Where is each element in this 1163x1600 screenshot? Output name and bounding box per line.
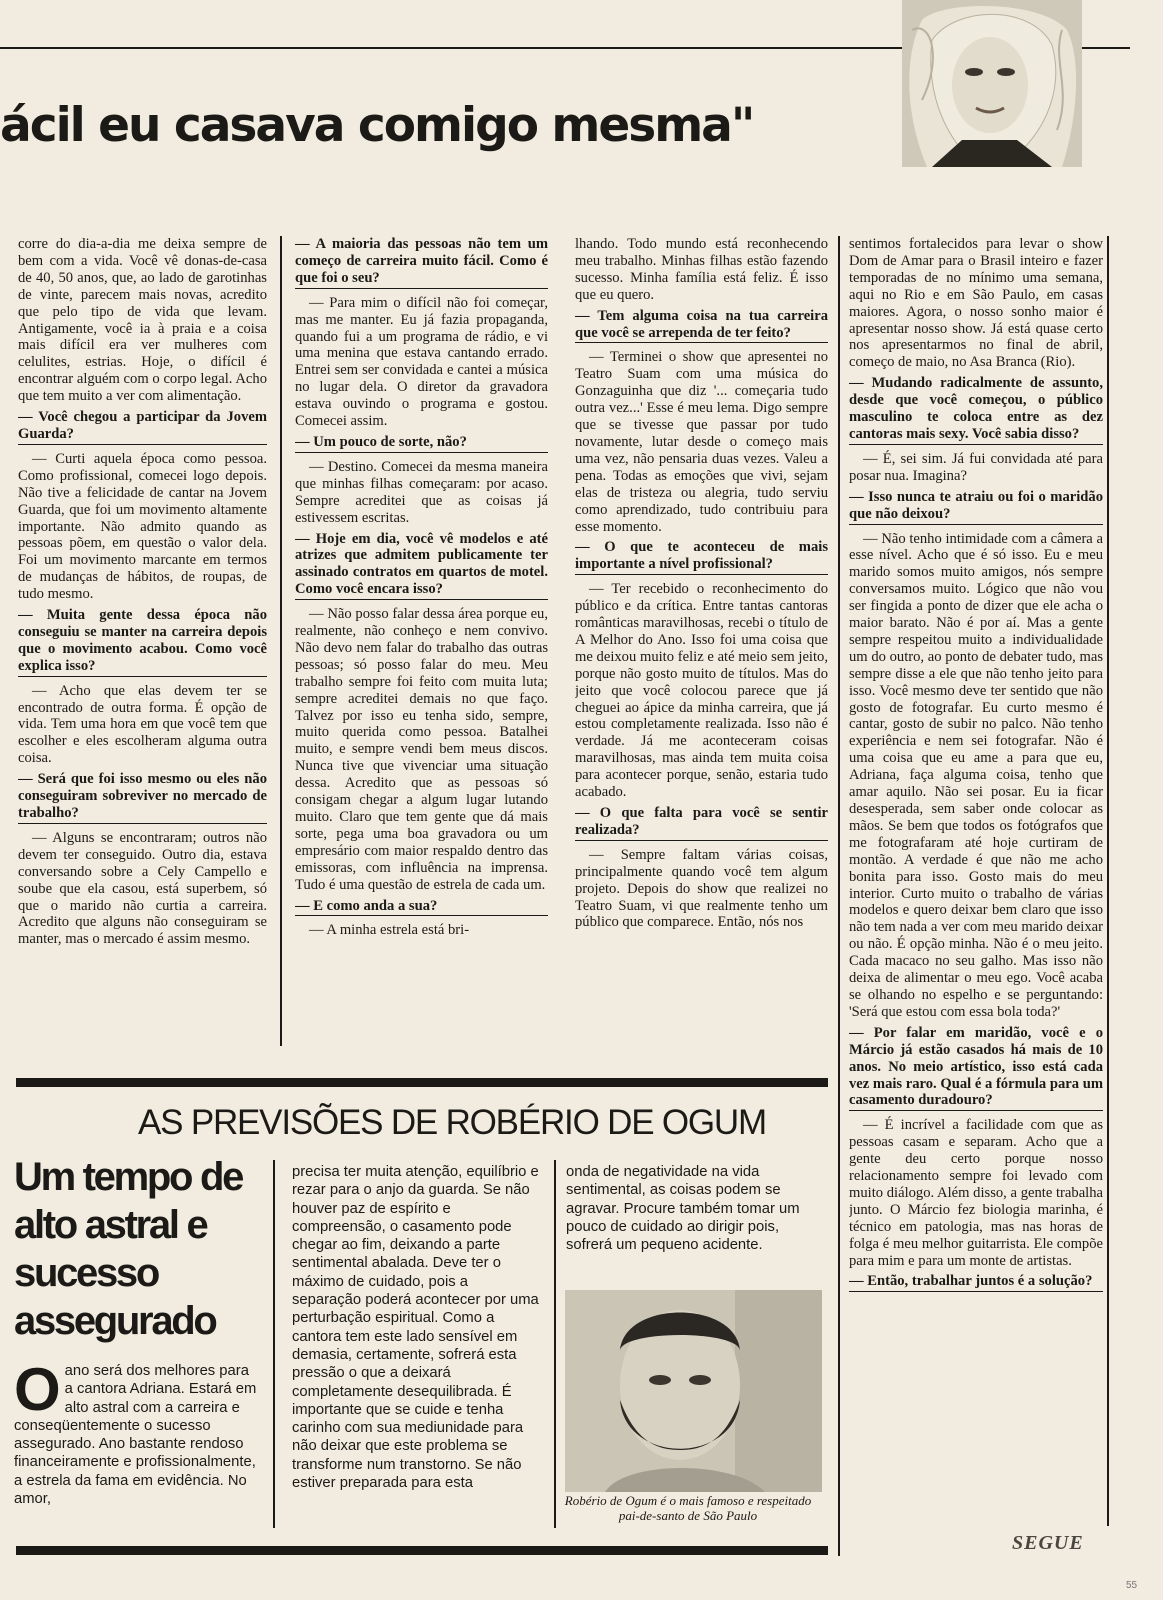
interview-answer: — Curti aquela época como pessoa. Como profissional, comecei logo depois. Não tive a felicidade de cantar na Jovem Guarda, que foi um movimento altamente importante. Não admito quando as pessoas põem, em questão o valor dela. Foi um movimento marcante em termos de mudanças de hábitos, de roupas, de tudo mesmo.: [18, 450, 267, 603]
interview-question: — Mudando radicalmente de assunto, desde que você começou, o público masculino te coloca entre as dez cantoras mais sexy. Você sabia disso?: [849, 375, 1103, 445]
interview-answer: — Não posso falar dessa área porque eu, realmente, não conheço e nem convivo. Não devo nem falar do trabalho das outras pessoas; só posso falar do meu. Meu trabalho sempre foi feito com muita luta; sempre acreditei demais no que faço. Talvez por isso eu tenha sido, sempre, muito querida como pessoa. Batalhei muito, e sempre vendi bem meus discos. Nunca tive que vivenciar uma situação dessa. Acredito que as pessoas só consigam chegar a algum lugar lutando muito. Claro que tem gente que dá mais sorte, pega uma boa gravadora ou um empresário com maior respaldo dentro das emissoras, com influência na imprensa. Tudo é uma questão de estrela de cada um.: [295, 606, 548, 893]
column-4-paragraphs: [849, 236, 1103, 1292]
box-bottom-rule: [16, 1546, 828, 1555]
box-column-divider: [554, 1160, 556, 1528]
article-headline: ácil eu casava comigo mesma": [0, 98, 754, 153]
column-3-paragraphs: [575, 236, 828, 931]
interview-answer: — É incrível a facilidade com que as pessoas casam e separam. Acho que a gente deu certo porque nosso relacionamento sempre foi levado com muito diálogo. Além disso, a gente trabalha junto. O Márcio fez biologia marinha, é técnico em patologia, mas nas horas de folga é meu melhor guitarrista. Ele compõe para mim e para um monte de artistas.: [849, 1117, 1103, 1269]
interview-answer: sentimos fortalecidos para levar o show Dom de Amar para o Brasil inteiro e fazer temporadas de no mínimo uma semana, aqui no Rio e em São Paulo, em casas maiores. Agora, o nosso sonho maior é apresentar nosso show. Já está quase certo nos apresentarmos no final de abril, começo de maio, no Asa Branca (Rio).: [849, 236, 1103, 371]
box-column-1-text: ano será dos melhores para a cantora Adriana. Estará em alto astral com a carreira e conseqüentemente o sucesso assegurado. Ano bastante rendoso financeiramente e profissionalmente, a estrela da fama em evidência. No amor,: [14, 1363, 257, 1508]
interview-answer: — Acho que elas devem ter se encontrado de outra forma. É opção de vida. Tem uma hora em que você tem que escolher e eles escolheram alguma outra coisa.: [18, 682, 267, 767]
interview-question: — Então, trabalhar juntos é a solução?: [849, 1273, 1103, 1292]
box-column-2-text: precisa ter muita atenção, equilíbrio e rezar para o anjo da guarda. Se não houver paz de espírito e compreensão, o casamento pode chegar ao fim, deixando a parte sentimental abalada. Deve ter o máximo de cuidado, pois a separação poderá acontecer por uma perturbação espiritual. Como a cantora tem este lado sensível em demasia, certamente, sofrerá esta pressão o que a deixará completamente desequilibrada. É importante que se cuide e tenha carinho com sua mediunidade para não deixar que este problema se transforme num transtorno. Se não estiver preparada para esta: [292, 1164, 539, 1492]
interview-answer: lhando. Todo mundo está reconhecendo meu trabalho. Minhas filhas estão fazendo sucesso. Minha família está feliz. É isso que eu quero.: [575, 236, 828, 303]
interview-question: — Por falar em maridão, você e o Márcio já estão casados há mais de 10 anos. No meio artístico, isso está cada vez mais raro. Qual é a fórmula para um casamento duradouro?: [849, 1025, 1103, 1112]
box-headline: Um tempo de alto astral e sucesso assegurado: [14, 1155, 243, 1343]
interview-answer: — Para mim o difícil não foi começar, mas me manter. Eu já fazia propaganda, quando fui a um programa de rádio, e vi uma menina que estava cantando errado. Entrei sem ser convidada e cantei a música no lugar dela. O diretor da gravadora estava ouvindo o programa e gostou. Comecei assim.: [295, 294, 548, 430]
column-1-paragraphs: [18, 236, 267, 948]
interview-answer: — Não tenho intimidade com a câmera a esse nível. Acho que é só isso. Eu e meu marido somos muito amigos, nós sempre conversamos muito. Lógico que não vou ser fingida a ponto de dizer que ele acha o maior barato. Não é por aí. Mas a gente sempre respeitou muito a individualidade um do outro, ao ponto de debater tudo, mas sempre disse a ele que não tenho jeito para isso. Você mesmo deve ter sentido que não gosto de fotografar. Eu curto mesmo é cantar, gosto de subir no palco. Não tenho experiência e nem sei fotografar. Não é uma coisa que eu ame a para que eu, Adriana, faça alguma coisa, tenho que amar aquilo. Não sei posar. Eu ia ficar desesperada, sem saber onde colocar as mãos. Se bem que todos os fotógrafos que me fotografaram até hoje curtiram de montão. A verdade é que não me acho bonita para isso. Gosto mais do meu interior. Curto muito o trabalho de várias modelos e quero deixar bem claro que isso não tem nada a ver com meu marido deixar ou não. É opção minha. Não é o meu jeito. Cada macaco no seu galho. Mas isso não deixa de alimentar o meu ego. Você acaba se olhando no espelho e se perguntando: 'Será que estou com essa bola toda?': [849, 530, 1103, 1020]
box-title: AS PREVISÕES DE ROBÉRIO DE OGUM: [138, 1103, 766, 1142]
interview-question: — E como anda a sua?: [295, 898, 548, 917]
interview-answer: corre do dia-a-dia me deixa sempre de bem com a vida. Você vê donas-de-casa de 40, 50 anos, que, ao lado de garotinhas de vinte, parecem mais novas, acredito que pelo tipo de vida que levam. Antigamente, você ia à praia e a coisa mais difícil era ver mulheres com celulites, estrias. Hoje, o difícil é encontrar alguém com o corpo legal. Acho que tem muito a ver com alimentação.: [18, 236, 267, 405]
box-column-3: [566, 1163, 828, 1283]
interview-answer: — A minha estrela está bri-: [309, 922, 470, 939]
continued-label: SEGUE: [1012, 1532, 1084, 1554]
interview-question: — O que falta para você se sentir realizada?: [575, 805, 828, 841]
interview-question: — O que te aconteceu de mais importante a nível profissional?: [575, 539, 828, 575]
box-column-2: [292, 1163, 540, 1528]
column-divider: [838, 236, 840, 1556]
box-column-divider: [273, 1160, 275, 1528]
drop-cap: O: [14, 1362, 61, 1423]
interview-question: — Tem alguma coisa na tua carreira que você se arrependa de ter feito?: [575, 308, 828, 344]
roberio-photo: [565, 1290, 822, 1492]
singer-portrait-photo: [902, 0, 1082, 167]
box-column-1: [14, 1362, 260, 1527]
interview-answer: — Alguns se encontraram; outros não devem ter conseguido. Outro dia, estava conversando sobre a Cely Campello e soube que ela casou, está superbem, só que o marido não curtia a carreira. Acredito que alguns não conseguiram se manter, mas o mercado é assim mesmo.: [18, 829, 267, 948]
article-column-3: [575, 236, 828, 1056]
page-number: 55: [1126, 1580, 1138, 1591]
photo-caption: Robério de Ogum é o mais famoso e respeitado pai-de-santo de São Paulo: [564, 1493, 812, 1523]
interview-answer: — Terminei o show que apresentei no Teatro Suam com uma música do Gonzaguinha que diz '... começaria tudo outra vez...' Esse é meu lema. Digo sempre que se tivesse que passar por tudo novamente, lutar desde o começo mais uma vez, não pensaria duas vezes. Valeu a pena. Todas as emoções que vivi, sejam elas de tristeza ou alegria, tudo serviu como aprendizado, tudo contribuiu para esse momento.: [575, 349, 828, 535]
column-2-paragraphs: [295, 236, 548, 939]
interview-answer: — É, sei sim. Já fui convidada até para posar nua. Imagina?: [849, 450, 1103, 484]
interview-question: — Muita gente dessa época não conseguiu se manter na carreira depois que o movimento acabou. Como você explica isso?: [18, 607, 267, 677]
interview-question: — Será que foi isso mesmo ou eles não conseguiram sobreviver no mercado de trabalho?: [18, 771, 267, 824]
column-divider: [1107, 236, 1109, 1526]
interview-answer: — Destino. Comecei da mesma maneira que minhas filhas começaram: por acaso. Sempre acreditei que as coisas já estivessem escritas.: [295, 458, 548, 526]
box-top-rule: [16, 1078, 828, 1087]
interview-question: — Isso nunca te atraiu ou foi o maridão que não deixou?: [849, 489, 1103, 525]
interview-question: — Um pouco de sorte, não?: [295, 434, 548, 453]
article-column-2: [295, 236, 548, 1056]
article-column-4: [849, 236, 1103, 1526]
interview-question: — Você chegou a participar da Jovem Guarda?: [18, 409, 267, 445]
interview-question: — Hoje em dia, você vê modelos e até atrizes que admitem publicamente ter assinado contratos em quartos de motel. Como você encara isso?: [295, 531, 548, 601]
interview-answer: — Sempre faltam várias coisas, principalmente quando você tem algum projeto. Depois do show que realizei no Teatro Suam, vi que realmente tenho um público que comparece. Então, nós nos: [575, 846, 828, 931]
column-divider: [280, 236, 282, 1046]
interview-answer: — Ter recebido o reconhecimento do público e da crítica. Entre tantas cantoras românticas maravilhosas, recebi o título de A Melhor do Ano. Isso foi uma coisa que me deixou muito feliz e até meio sem jeito, porque não gosto muito de títulos. Mas do jeito que você colocou parece que já cheguei ao ápice da minha carreira, que já estou completamente realizada. Isso não é verdade. Já me aconteceram coisas maravilhosas, mas ainda tem muita coisa para acontecer porque, senão, estaria tudo acabado.: [575, 581, 828, 801]
box-column-3-text: onda de negatividade na vida sentimental, as coisas podem se agravar. Procure também tomar um pouco de cuidado ao dirigir pois, sofrerá um pequeno acidente.: [566, 1164, 800, 1254]
article-column-1: [18, 236, 267, 1056]
interview-question: — A maioria das pessoas não tem um começo de carreira muito fácil. Como é que foi o seu?: [295, 236, 548, 289]
